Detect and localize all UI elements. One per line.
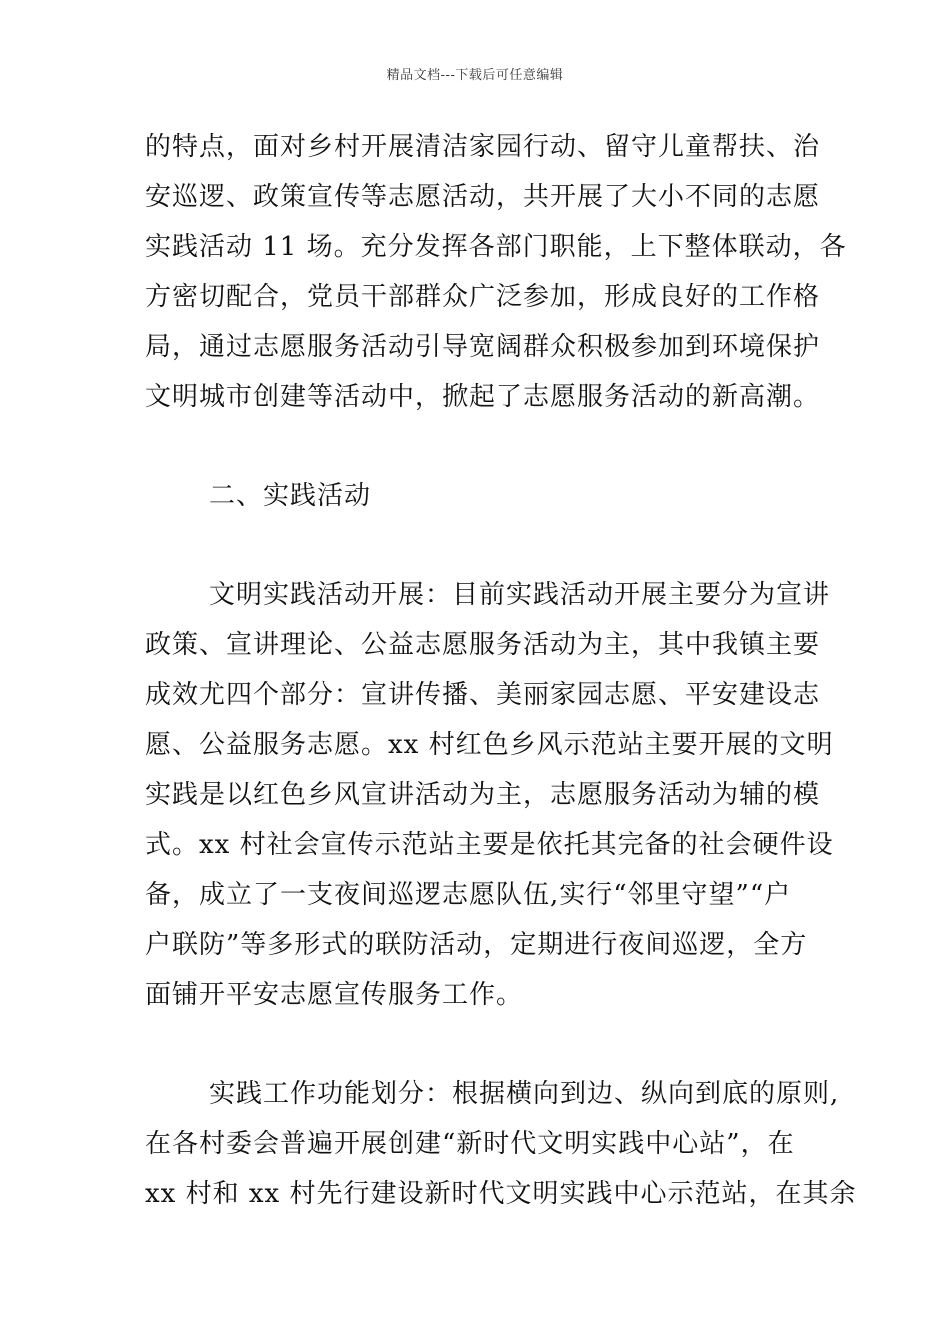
paragraph-line: 在各村委会普遍开展创建“新时代文明实践中心站”，在 bbox=[145, 1129, 795, 1159]
section-heading-text: 二、实践活动 bbox=[209, 481, 372, 511]
page-header: 精品文档---下载后可任意编辑 bbox=[386, 68, 564, 83]
paragraph-line: 成效尤四个部分：宣讲传播、美丽家园志愿、平安建设志 bbox=[145, 680, 821, 710]
paragraph-line: 局，通过志愿服务活动引导宽阔群众积极参加到环境保护 bbox=[145, 332, 821, 362]
document-body bbox=[145, 122, 857, 1219]
paragraph-line: 实践工作功能划分：根据横向到边、纵向到底的原则, bbox=[209, 1079, 840, 1109]
paragraph-line: 愿、公益服务志愿。xx 村红色乡风示范站主要开展的文明 bbox=[145, 730, 834, 760]
paragraph-gap bbox=[145, 422, 809, 471]
paragraph-1 bbox=[145, 122, 847, 422]
paragraph-gap bbox=[145, 521, 809, 570]
paragraph-line: 面铺开平安志愿宣传服务工作。 bbox=[145, 980, 524, 1010]
paragraph-line: 实践活动 11 场。充分发挥各部门职能，上下整体联动，各 bbox=[145, 232, 847, 262]
paragraph-line: 备，成立了一支夜间巡逻志愿队伍,实行“邻里守望”“户 bbox=[145, 880, 792, 910]
paragraph-line: 的特点，面对乡村开展清洁家园行动、留守儿童帮扶、治 bbox=[145, 132, 821, 162]
paragraph-gap bbox=[145, 1020, 809, 1069]
paragraph-line: 政策、宣讲理论、公益志愿服务活动为主，其中我镇主要 bbox=[145, 630, 821, 660]
paragraph-line: 方密切配合，党员干部群众广泛参加，形成良好的工作格 bbox=[145, 282, 821, 312]
paragraph-line: 安巡逻、政策宣传等志愿活动，共开展了大小不同的志愿 bbox=[145, 182, 821, 212]
paragraph-line: 文明城市创建等活动中，掀起了志愿服务活动的新高潮。 bbox=[145, 382, 821, 412]
section-heading bbox=[145, 471, 809, 521]
paragraph-line: 实践是以红色乡风宣讲活动为主，志愿服务活动为辅的模 bbox=[145, 780, 821, 810]
paragraph-3 bbox=[145, 1069, 857, 1219]
paragraph-line: 文明实践活动开展：目前实践活动开展主要分为宣讲 bbox=[209, 580, 831, 610]
paragraph-2 bbox=[145, 570, 834, 1020]
paragraph-line: 户联防”等多形式的联防活动，定期进行夜间巡逻，全方 bbox=[145, 930, 808, 960]
paragraph-line: 式。xx 村社会宣传示范站主要是依托其完备的社会硬件设 bbox=[145, 830, 834, 860]
paragraph-line: xx 村和 xx 村先行建设新时代文明实践中心示范站，在其余 bbox=[145, 1179, 857, 1209]
